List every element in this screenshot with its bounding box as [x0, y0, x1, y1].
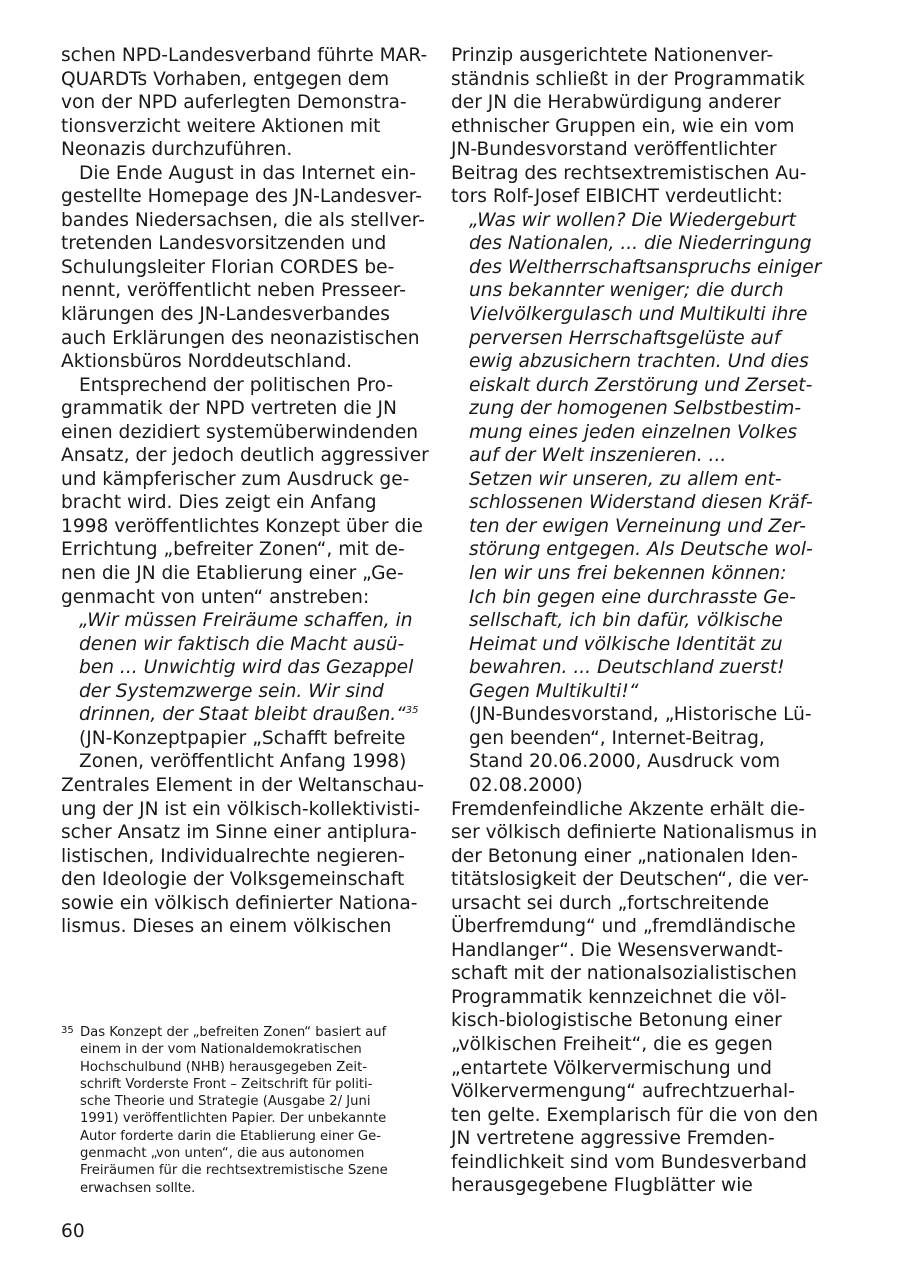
- line-text: QUARDTs Vorhaben, entgegen dem: [61, 68, 390, 90]
- text-line: [451, 162, 807, 186]
- text-line: [451, 798, 806, 822]
- text-line: [61, 303, 413, 327]
- footnote-line: erwachsen sollte.: [80, 1180, 196, 1196]
- quote-line: [451, 491, 813, 515]
- line-text: uns bekannter weniger; die durch: [469, 280, 784, 302]
- quote-line: [451, 562, 803, 586]
- text-line: [451, 915, 803, 939]
- line-text: Gegen Multikulti!“: [469, 680, 639, 702]
- line-text: auch Erklärungen des neonazistischen: [61, 327, 420, 349]
- line-text: eiskalt durch Zerstörung und Zerset-: [469, 374, 813, 396]
- text-line: [451, 1174, 803, 1198]
- text-line: [61, 845, 413, 869]
- line-text: gen beenden“, Internet-Beitrag,: [469, 727, 765, 749]
- line-text: lismus. Dieses an einem völkischen: [61, 916, 392, 938]
- line-text: bewahren. ... Deutschland zuerst!: [469, 657, 785, 679]
- source-line: [451, 774, 803, 798]
- line-text: bracht wird. Dies zeigt ein Anfang: [61, 492, 377, 514]
- line-text: des Weltherrschaftsanspruchs einiger: [469, 256, 822, 278]
- text-line: [451, 138, 803, 162]
- line-text: der JN die Herabwürdigung anderer: [451, 92, 781, 114]
- text-line: [61, 327, 420, 351]
- line-text: Entsprechend der politischen Pro-: [79, 374, 394, 396]
- quote-line: [61, 633, 413, 657]
- line-text: gestellte Homepage des JN-Landesver-: [61, 186, 422, 208]
- quote-line: [451, 279, 803, 303]
- line-text: kisch-biologistische Betonung einer: [451, 1010, 782, 1032]
- source-line: [451, 750, 803, 774]
- text-line: [61, 421, 419, 445]
- line-text: Stand 20.06.2000, Ausdruck vom: [469, 751, 781, 773]
- line-text: „entartete Völkervermischung und: [451, 1057, 772, 1079]
- line-text: auf der Welt inszenieren. ...: [469, 445, 727, 467]
- quote-line: [451, 256, 822, 280]
- right-column: [451, 44, 822, 1198]
- footnote-line: Das Konzept der „befreiten Zonen“ basiert auf: [80, 1025, 387, 1040]
- line-text: ten gelte. Exemplarisch für die von den: [451, 1104, 819, 1126]
- line-text: ten der ewigen Verneinung und Zer-: [469, 515, 806, 537]
- line-text: und kämpferischer zum Ausdruck ge-: [61, 468, 410, 490]
- line-text: denen wir faktisch die Macht ausü-: [79, 633, 405, 655]
- line-text: feindlichkeit sind vom Bundesverband: [451, 1151, 807, 1173]
- line-text: einen dezidiert systemüberwindenden: [61, 421, 419, 443]
- line-text: len wir uns frei bekennen können:: [469, 563, 787, 585]
- line-text: Schulungsleiter Florian CORDES be-: [61, 256, 395, 278]
- text-line: [61, 468, 413, 492]
- quote-line: [451, 538, 813, 562]
- line-text: schlossenen Widerstand diesen Kräf-: [469, 492, 813, 514]
- line-text: scher Ansatz im Sinne einer antiplura-: [61, 822, 417, 844]
- line-text: titätslosigkeit der Deutschen“, die ver-: [451, 869, 809, 891]
- left-column: [61, 44, 429, 939]
- text-line: [451, 185, 803, 209]
- line-text: Neonazis durchzuführen.: [61, 139, 293, 161]
- line-text: bandes Niedersachsen, die als stellver-: [61, 209, 425, 231]
- line-text: mung eines jeden einzelnen Volkes: [469, 421, 798, 443]
- text-line: [61, 374, 413, 398]
- line-text: der Betonung einer „nationalen Iden-: [451, 845, 798, 867]
- line-text: ethnischer Gruppen ein, wie ein vom: [451, 115, 795, 137]
- footnote-line: genmacht „von unten“, die aus autonomen: [80, 1146, 365, 1162]
- text-line: [61, 868, 413, 892]
- quote-line: [451, 444, 803, 468]
- line-text: störung entgegen. Als Deutsche wol-: [469, 539, 813, 561]
- quote-line: [451, 586, 803, 610]
- line-text: Zentrales Element in der Weltanschau-: [61, 774, 424, 796]
- quote-line: [451, 397, 803, 421]
- text-line: [61, 256, 413, 280]
- line-text: ser völkisch definierte Nationalismus in: [451, 822, 818, 844]
- text-line: [61, 44, 428, 68]
- line-text: Ich bin gegen eine durchrasste Ge-: [469, 586, 796, 608]
- line-text: Die Ende August in das Internet ein-: [79, 162, 416, 184]
- text-line: [451, 939, 803, 963]
- line-text: „völkischen Freiheit“, die es gegen: [451, 1033, 773, 1055]
- line-text: grammatik der NPD vertreten die JN: [61, 398, 397, 420]
- line-text: Errichtung „befreiter Zonen“, mit de-: [61, 539, 405, 561]
- text-line: [451, 1057, 803, 1081]
- line-text: der Systemzwerge sein. Wir sind: [79, 680, 384, 702]
- line-text: (JN-Konzeptpapier „Schafft befreite: [79, 727, 406, 749]
- line-text: genmacht von unten“ anstreben:: [61, 586, 370, 608]
- line-text: (JN-Bundesvorstand, „Historische Lü-: [469, 704, 812, 726]
- quote-line: [451, 209, 803, 233]
- text-line: [61, 774, 424, 798]
- text-line: [61, 115, 413, 139]
- line-text: Handlanger“. Die Wesensverwandt-: [451, 939, 784, 961]
- line-text: Setzen wir unseren, zu allem ent-: [469, 468, 782, 490]
- line-text: tretenden Landesvorsitzenden und: [61, 233, 387, 255]
- line-text: schaft mit der nationalsozialistischen: [451, 963, 797, 985]
- footnote-line: Freiräumen für die rechtsextremistische Szene: [80, 1163, 388, 1179]
- quote-line: [451, 515, 806, 539]
- text-line: [61, 586, 413, 610]
- footnote-lines: [61, 1024, 413, 1197]
- line-text: nen die JN die Etablierung einer „Ge-: [61, 563, 404, 585]
- line-text: den Ideologie der Volksgemeinschaft: [61, 869, 405, 891]
- footnote-mark: 35: [61, 1025, 74, 1036]
- text-line: [451, 821, 818, 845]
- text-line: [451, 1127, 803, 1151]
- line-text: perversen Herrschaftsgelüste auf: [469, 327, 781, 349]
- line-text: Prinzip ausgerichtete Nationenver-: [451, 45, 774, 66]
- text-line: [61, 162, 416, 186]
- text-line: [451, 91, 803, 115]
- line-text: sellschaft, ich bin dafür, völkische: [469, 610, 783, 632]
- text-line: [61, 821, 417, 845]
- text-line: [61, 915, 413, 939]
- quote-line: [451, 421, 803, 445]
- quote-line: [451, 633, 803, 657]
- line-text: des Nationalen, ... die Niederringung: [469, 233, 812, 255]
- footnote-line: Autor forderte darin die Etablierung einer Ge-: [80, 1128, 381, 1144]
- footnote-line: 1991) veröffentlichten Papier. Der unbekannte: [80, 1111, 387, 1127]
- source-line: [451, 703, 812, 727]
- text-line: [451, 44, 803, 68]
- line-text: „Was wir wollen? Die Wiedergeburt: [469, 209, 796, 231]
- line-text: ung der JN ist ein völkisch-kollektivisti-: [61, 798, 421, 820]
- quote-line: [61, 656, 413, 680]
- text-line: [61, 185, 422, 209]
- line-text: ursacht sei durch „fortschreitende: [451, 892, 770, 914]
- quote-line: [451, 350, 809, 374]
- text-line: [61, 538, 413, 562]
- quote-line: [451, 656, 803, 680]
- footnote: [61, 1024, 413, 1197]
- text-line: [61, 279, 413, 303]
- text-line: [61, 350, 413, 374]
- quote-line: [451, 303, 808, 327]
- line-text: ständnis schließt in der Programmatik: [451, 68, 805, 90]
- text-line: [61, 444, 429, 468]
- text-line: [61, 892, 418, 916]
- text-line: [451, 845, 803, 869]
- text-line: [451, 1104, 819, 1128]
- footnote-line: einem in der vom Nationaldemokratischen: [80, 1042, 362, 1058]
- text-line: [451, 986, 803, 1010]
- quote-line: [451, 374, 813, 398]
- line-text: Zonen, veröffentlicht Anfang 1998): [79, 751, 407, 773]
- footnote-line: Hochschulbund (NHB) herausgegeben Zeit-: [80, 1059, 368, 1075]
- quote-line: [451, 680, 803, 704]
- line-text: „Wir müssen Freiräume schaffen, in: [79, 610, 413, 632]
- quote-line: [61, 703, 419, 727]
- quote-line: [451, 232, 812, 256]
- line-text: sowie ein völkisch definierter Nationa-: [61, 892, 418, 914]
- text-line: [61, 68, 413, 92]
- source-line: [451, 727, 803, 751]
- text-line: [451, 115, 803, 139]
- text-line: [451, 68, 803, 92]
- footnote-reference: 35: [405, 705, 419, 717]
- text-line: [61, 515, 423, 539]
- line-text: Aktionsbüros Norddeutschland.: [61, 351, 353, 373]
- line-text: ewig abzusichern trachten. Und dies: [469, 351, 809, 373]
- line-text: Programmatik kennzeichnet die völ-: [451, 986, 787, 1008]
- line-text: tors Rolf-Josef EIBICHT verdeutlicht:: [451, 186, 783, 208]
- line-text: 1998 veröffentlichtes Konzept über die: [61, 515, 423, 537]
- line-text: Fremdenfeindliche Akzente erhält die-: [451, 798, 806, 820]
- line-text: schen NPD-Landesverband führte MAR-: [61, 45, 428, 66]
- line-text: zung der homogenen Selbstbestim-: [469, 398, 802, 420]
- line-text: ben ... Unwichtig wird das Gezappel: [79, 657, 414, 679]
- text-line: [61, 209, 425, 233]
- line-text: listischen, Individualrechte negieren-: [61, 845, 405, 867]
- line-text: tionsverzicht weitere Aktionen mit: [61, 115, 381, 137]
- quote-line: [451, 468, 803, 492]
- text-line: [61, 798, 421, 822]
- text-line: [61, 232, 413, 256]
- text-line: [61, 491, 413, 515]
- quote-line: [61, 609, 413, 633]
- line-text: drinnen, der Staat bleibt draußen.“: [79, 704, 406, 726]
- text-line: [61, 562, 413, 586]
- line-text: nennt, veröffentlicht neben Presseer-: [61, 280, 406, 302]
- quote-line: [451, 609, 803, 633]
- line-text: klärungen des JN-Landesverbandes: [61, 304, 390, 326]
- quote-line: [61, 680, 413, 704]
- text-line: [451, 962, 803, 986]
- line-text: JN-Bundesvorstand veröffentlichter: [451, 139, 777, 161]
- line-text: 02.08.2000): [469, 774, 583, 796]
- line-text: von der NPD auferlegten Demonstra-: [61, 92, 407, 114]
- text-line: [451, 1151, 807, 1175]
- page-number: 60: [61, 1221, 85, 1242]
- line-text: Heimat und völkische Identität zu: [469, 633, 783, 655]
- text-line: [451, 1033, 803, 1057]
- source-line: [61, 727, 413, 751]
- footnote-line: sche Theorie und Strategie (Ausgabe 2/ Juni: [80, 1094, 371, 1110]
- text-line: [451, 892, 803, 916]
- text-line: [61, 138, 413, 162]
- text-line: [61, 397, 413, 421]
- line-text: Überfremdung“ und „fremdländische: [451, 916, 796, 938]
- text-line: [451, 1080, 803, 1104]
- line-text: Völkervermengung“ aufrechtzuerhal-: [451, 1081, 795, 1103]
- line-text: Vielvölkergulasch und Multikulti ihre: [469, 304, 808, 326]
- footnote-line: schrift Vorderste Front – Zeitschrift für politi-: [80, 1076, 373, 1092]
- quote-line: [451, 327, 803, 351]
- source-line: [61, 750, 413, 774]
- line-text: herausgegebene Flugblätter wie: [451, 1175, 753, 1197]
- line-text: Beitrag des rechtsextremistischen Au-: [451, 162, 807, 184]
- line-text: Ansatz, der jedoch deutlich aggressiver: [61, 445, 429, 467]
- text-line: [451, 1009, 803, 1033]
- line-text: JN vertretene aggressive Fremden-: [451, 1128, 775, 1150]
- text-line: [61, 91, 413, 115]
- text-line: [451, 868, 809, 892]
